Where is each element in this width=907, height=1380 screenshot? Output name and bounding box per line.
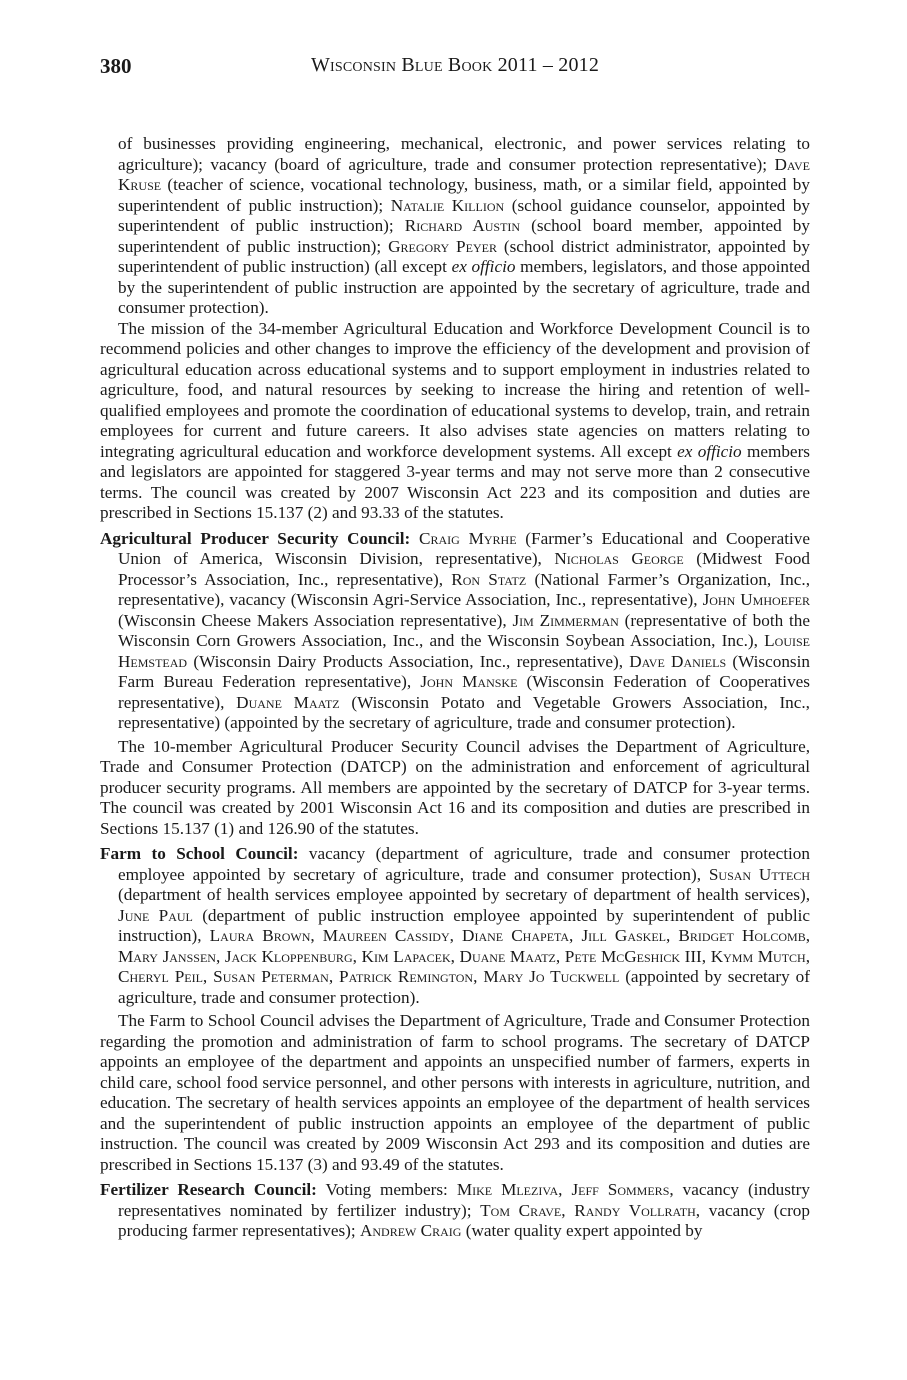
producer-security-council-description: The 10-member Agricultural Producer Security Council advises the Department of Agriculture, Trade and Consumer Protection (DATCP) on the administration and enforcement of agricultural producer security programs. All members are appointed by the secretary of DATCP for 3-year terms. The council was created by 2001 Wisconsin Act 16 and its composition and duties are prescribed in Sections 15.137 (1) and 126.90 of the statutes. <box>100 736 810 838</box>
member-name: Susan Uttech <box>708 864 810 884</box>
member-name: Tom Crave <box>480 1200 562 1220</box>
member-name: Mike Mleziva <box>456 1180 559 1199</box>
member-name: Jeff Sommers <box>571 1180 670 1199</box>
entry-title: Farm to School Council: <box>100 844 299 863</box>
page-header <box>100 54 810 84</box>
continued-member-list: of businesses providing engineering, mechanical, electronic, and power services relating to agriculture); vacancy (board of agriculture, trade and consumer protection representative); Dave Kruse (teacher of science, vocational technology, business, math, or a similar field, appointed by superintendent of public instruction); Natalie Killion (school guidance counselor, appointed by superintendent of public instruction); Richard Austin (school board member, appointed by superintendent of public instruction); Gregory Peyer (school district administrator, appointed by superintendent of public instruction) (all except ex officio members, legislators, and those appointed by the superintendent of public instruction are appointed by the secretary of agriculture, trade and consumer protection). <box>118 134 811 317</box>
member-name: Andrew Craig <box>359 1221 462 1240</box>
member-name: Randy Vollrath <box>574 1200 696 1220</box>
running-head: Wisconsin Blue Book 2011 – 2012 <box>310 54 600 76</box>
member-name: Craig Myrhe <box>419 528 517 548</box>
member-name: Jim Zimmerman <box>512 610 619 630</box>
farm-to-school-council-entry: Farm to School Council: vacancy (department of agriculture, trade and consumer protection employee appointed by secretary of agriculture, trade and consumer protection), Susan Uttech (department of health services employee appointed by secretary of department of health services), June Paul (department of public instruction employee appointed by superintendent of public instruction), Laura Brown, Maureen Cassidy, Diane Chapeta, Jill Gaskel, Bridget Holcomb, Mary Janssen, Jack Kloppenburg, Kim Lapacek, Duane Maatz, Pete McGeshick III, Kymm Mutch, Cheryl Peil, Susan Peterman, Patrick Remington, Mary Jo Tuckwell (appointed by secretary of agriculture, trade and consumer protection). <box>100 844 810 1007</box>
member-name: John Manske <box>420 672 518 691</box>
entry-title: Fertilizer Research Council: <box>100 1180 317 1199</box>
page-number: 380 <box>100 54 132 78</box>
producer-security-council-entry: Agricultural Producer Security Council: Craig Myrhe (Farmer’s Educational and Cooperative Union of America, Wisconsin Division, representative), Nicholas George (Midwest Food Processor’s Association, Inc., representative), Ron Statz (National Farmer’s Organization, Inc., representative), vacancy (Wisconsin Agri-Service Association, Inc., representative), John Umhoefer (Wisconsin Cheese Makers Association representative), Jim Zimmerman (representative of both the Wisconsin Corn Growers Association, Inc., and the Wisconsin Soybean Association, Inc.), Louise Hemstead (Wisconsin Dairy Products Association, Inc., representative), Dave Daniels (Wisconsin Farm Bureau Federation representative), John Manske (Wisconsin Federation of Cooperatives representative), Duane Maatz (Wisconsin Potato and Vegetable Growers Association, Inc., representative) (appointed by the secretary of agriculture, trade and consumer protection). <box>100 528 811 732</box>
member-name: Gregory Peyer <box>388 236 497 256</box>
entry-title: Agricultural Producer Security Council: <box>100 528 411 548</box>
member-name: Natalie Killion <box>390 195 505 215</box>
agri-ed-council-description: The mission of the 34-member Agricultural Education and Workforce Development Council is to recommend policies and other changes to improve the efficiency of the development and provision of agricultural education across educational systems and to support employment in industries related to agriculture, food, and natural resources by seeking to increase the hiring and retention of well-qualified employees and promote the coordination of educational systems to develop, train, and retrain employees for current and future careers. It also advises state agencies on matters relating to integrating agricultural education and workforce development systems. All except ex officio members and legislators are appointed for staggered 3-year terms and may not serve more than 2 consecutive terms. The council was created by 2007 Wisconsin Act 223 and its composition and duties are prescribed in Sections 15.137 (2) and 93.33 of the statutes. <box>100 318 810 522</box>
member-name: Nicholas George <box>554 549 684 568</box>
member-name: Dave Kruse <box>118 154 810 194</box>
member-name: Ron Statz <box>451 569 527 589</box>
member-name: Duane Maatz <box>236 692 340 712</box>
member-names: Laura Brown, Maureen Cassidy, Diane Chapeta, Jill Gaskel, Bridget Holcomb, Mary Janssen, Jack Kloppenburg, Kim Lapacek, Duane Maatz, Pete McGeshick III, Kymm Mutch, Cheryl Peil, Susan Peterman, Patrick Remington, Mary Jo Tuckwell <box>118 926 810 986</box>
farm-to-school-council-description: The Farm to School Council advises the Department of Agriculture, Trade and Consumer Protection regarding the promotion and administration of farm to school programs. The secretary of DATCP appoints an employee of the department and appoints an unspecified number of farmers, experts in child care, school food service personnel, and other persons with interests in agriculture, nutrition, and education. The secretary of health services appoints an employee of the department of health services and the superintendent of public instruction appoints an employee of the department of public instruction. The council was created by 2009 Wisconsin Act 293 and its composition and duties are prescribed in Sections 15.137 (3) and 93.49 of the statutes. <box>100 1011 810 1174</box>
member-name: Richard Austin <box>404 216 521 235</box>
member-name: Dave Daniels <box>629 651 727 671</box>
member-name: Louise Hemstead <box>118 631 810 671</box>
page-body <box>100 134 810 1242</box>
fertilizer-research-council-entry: Fertilizer Research Council: Voting members: Mike Mleziva, Jeff Sommers, vacancy (industry representatives nominated by fertilizer industry); Tom Crave, Randy Vollrath, vacancy (crop producing farmer representatives); Andrew Craig (water quality expert appointed by <box>100 1180 811 1240</box>
member-name: June Paul <box>118 905 193 925</box>
member-name: John Umhoefer <box>702 590 810 609</box>
